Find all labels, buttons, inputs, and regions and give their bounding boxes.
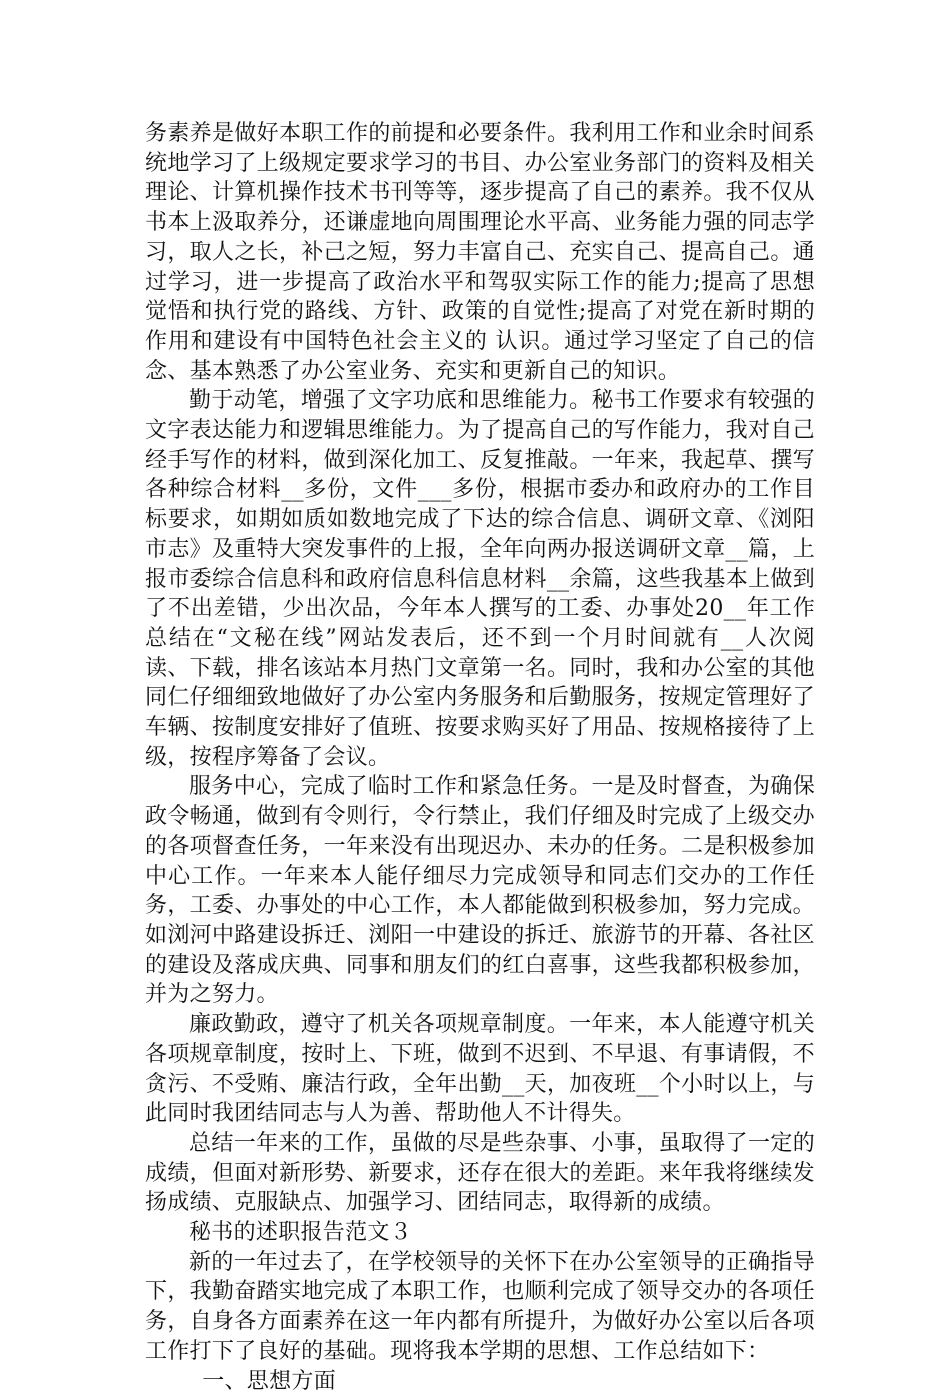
paragraph-sample-title: 秘书的述职报告范文３ (189, 1220, 413, 1246)
paragraph-service: 服务中心，完成了临时工作和紧急任务。一是及时督查，为确保政令畅通，做到有令则行，令行禁止，我们仔细及时完成了上级交办的各项督查任务，一年来没有出现迟办、未办的任务。二是积极参加中心工作。一年来本人能仔细尽力完成领导和同志们交办的工作任务，工委、办事处的中心工作，本人都能做到积极参加，努力完成。如浏河中路建设拆迁、浏阳一中建设的拆迁、旅游节的开幕、各社区的建设及落成庆典、同事和朋友们的红白喜事，这些我都积极参加，并为之努力。 (145, 774, 815, 1008)
document-body (145, 119, 815, 1396)
section-heading: 一、思想方面 (202, 1368, 336, 1394)
paragraph-integrity: 廉政勤政，遵守了机关各项规章制度。一年来，本人能遵守机关各项规章制度，按时上、下班，做到不迟到、不早退、有事请假，不贪污、不受贿、廉洁行政，全年出勤__天，加夜班__个小时以上，与此同时我团结同志与人为善、帮助他人不计得失。 (145, 1012, 815, 1127)
paragraph-writing: 勤于动笔，增强了文字功底和思维能力。秘书工作要求有较强的文字表达能力和逻辑思维能力。为了提高自己的写作能力，我对自己经手写作的材料，做到深化加工、反复推敲。一年来，我起草、撰写各种综合材料__多份，文件___多份，根据市委办和政府办的工作目标要求，如期如质如数地完成了下达的综合信息、调研文章、《浏阳市志》及重特大突发事件的上报，全年向两办报送调研文章__篇，上报市委综合信息科和政府信息科信息材料__余篇，这些我基本上做到了不出差错，少出次品，今年本人撰写的工委、办事处20__年工作总结在“文秘在线”网站发表后，还不到一个月时间就有__人次阅读、下载，排名该站本月热门文章第一名。同时，我和办公室的其他同仁仔细细致地做好了办公室内务服务和后勤服务，按规定管理好了车辆、按制度安排好了值班、按要求购买好了用品、按规格接待了上级，按程序筹备了会议。 (145, 388, 815, 770)
paragraph-intro: 新的一年过去了，在学校领导的关怀下在办公室领导的正确指导下，我勤奋踏实地完成了本职工作，也顺利完成了领导交办的各项任务，自身各方面素养在这一年内都有所提升，为做好办公室以后各项工作打下了良好的基础。现将我本学期的思想、工作总结如下： (145, 1249, 815, 1364)
paragraph-summary: 总结一年来的工作，虽做的尽是些杂事、小事，虽取得了一定的成绩，但面对新形势、新要求，还存在很大的差距。来年我将继续发扬成绩、克服缺点、加强学习、团结同志，取得新的成绩。 (145, 1130, 815, 1216)
paragraph-study: 务素养是做好本职工作的前提和必要条件。我利用工作和业余时间系统地学习了上级规定要求学习的书目、办公室业务部门的资料及相关理论、计算机操作技术书刊等等，逐步提高了自己的素养。我不仅从书本上汲取养分，还谦虚地向周围理论水平高、业务能力强的同志学习，取人之长，补己之短，努力丰富自己、充实自己、提高自己。通过学习，进一步提高了政治水平和驾驭实际工作的能力;提高了思想觉悟和执行党的路线、方针、政策的自觉性;提高了对党在新时期的作用和建设有中国特色社会主义的 认识。通过学习坚定了自己的信念、基本熟悉了办公室业务、充实和更新自己的知识。 (145, 121, 815, 384)
